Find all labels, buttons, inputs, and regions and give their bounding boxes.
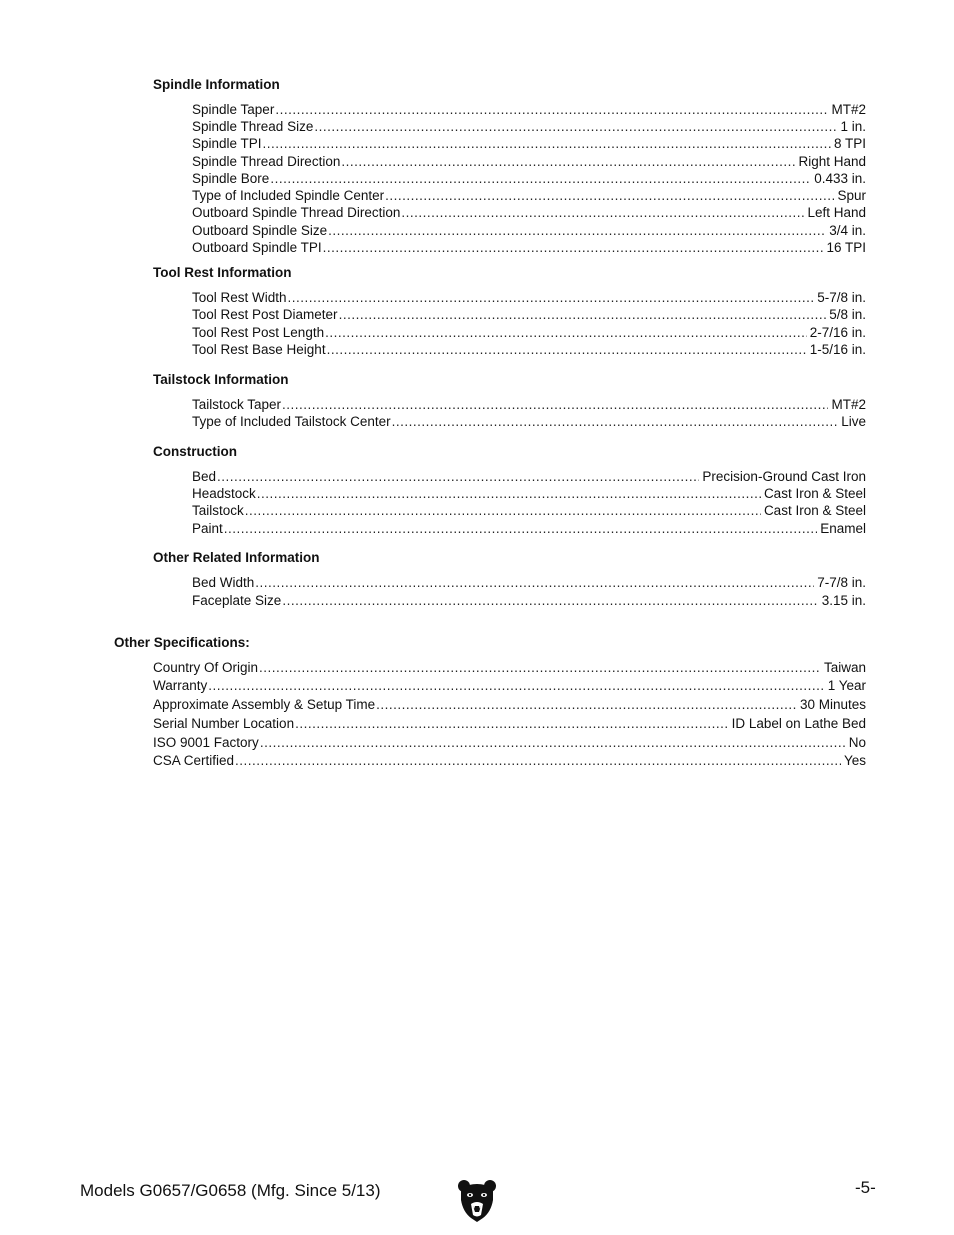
spec-value: Yes	[843, 753, 866, 768]
spec-label: Bed Width	[192, 575, 255, 590]
spec-value: 8 TPI	[833, 136, 866, 151]
spec-row	[192, 413, 866, 430]
spec-value: 5/8 in.	[829, 307, 866, 322]
dot-leader	[282, 396, 828, 413]
spec-value: Enamel	[820, 521, 866, 536]
spec-value: 1-5/16 in.	[809, 342, 866, 357]
spec-label: Warranty	[153, 678, 208, 693]
dot-leader	[260, 734, 846, 751]
spec-label: Tool Rest Post Diameter	[192, 307, 338, 322]
dot-leader	[224, 520, 817, 537]
spec-row	[192, 239, 866, 256]
dot-leader	[288, 289, 815, 306]
spec-value: Precision-Ground Cast Iron	[702, 469, 866, 484]
spec-label: Tool Rest Width	[192, 290, 287, 305]
spec-row	[192, 396, 866, 413]
spec-value: Taiwan	[823, 660, 866, 675]
spec-value: 5-7/8 in.	[817, 290, 866, 305]
spec-row	[192, 485, 866, 502]
spec-row	[192, 135, 866, 152]
spec-label: Tool Rest Post Length	[192, 325, 325, 340]
dot-leader	[208, 677, 824, 694]
spec-value: MT#2	[831, 102, 866, 117]
spec-label: Serial Number Location	[153, 716, 295, 731]
spec-value: 1 in.	[840, 119, 866, 134]
dot-leader	[376, 696, 797, 713]
spec-row	[192, 289, 866, 306]
dot-leader	[325, 324, 807, 341]
spec-row	[192, 502, 866, 519]
spec-label: Tailstock Taper	[192, 397, 282, 412]
dot-leader	[341, 153, 795, 170]
spec-label: Approximate Assembly & Setup Time	[153, 697, 376, 712]
spec-row	[192, 520, 866, 537]
spec-value: Cast Iron & Steel	[763, 503, 866, 518]
spec-row	[192, 222, 866, 239]
dot-leader	[327, 341, 807, 358]
section-heading-tailstock: Tailstock Information	[153, 372, 289, 387]
dot-leader	[235, 752, 841, 769]
dot-leader	[259, 659, 821, 676]
footer-models: Models G0657/G0658 (Mfg. Since 5/13)	[80, 1181, 381, 1200]
spec-row	[192, 468, 866, 485]
spec-value: 1 Year	[827, 678, 866, 693]
spec-label: Country Of Origin	[153, 660, 259, 675]
dot-leader	[385, 187, 834, 204]
dot-leader	[401, 204, 804, 221]
dot-leader	[323, 239, 824, 256]
dot-leader	[255, 574, 814, 591]
dot-leader	[314, 118, 837, 135]
spec-row	[192, 204, 866, 221]
spec-value: Right Hand	[798, 154, 866, 169]
spec-value: ID Label on Lathe Bed	[731, 716, 866, 731]
dot-leader	[392, 413, 839, 430]
spec-row	[192, 574, 866, 591]
section-heading-other-related: Other Related Information	[153, 550, 320, 565]
spec-row	[192, 324, 866, 341]
section-heading-construction: Construction	[153, 444, 237, 459]
spec-row	[153, 677, 866, 694]
dot-leader	[275, 101, 828, 118]
spec-value: Spur	[837, 188, 866, 203]
dot-leader	[339, 306, 827, 323]
spec-row	[192, 153, 866, 170]
spec-row	[153, 696, 866, 713]
section-heading-other-specifications: Other Specifications:	[114, 635, 250, 650]
spec-label: Spindle Thread Direction	[192, 154, 341, 169]
spec-label: Headstock	[192, 486, 256, 501]
spec-value: 2-7/16 in.	[809, 325, 866, 340]
spec-row	[192, 341, 866, 358]
spec-row	[153, 659, 866, 676]
spec-value: No	[848, 735, 866, 750]
spec-label: Tool Rest Base Height	[192, 342, 326, 357]
spec-row	[192, 101, 866, 118]
spec-label: ISO 9001 Factory	[153, 735, 259, 750]
spec-label: Tailstock	[192, 503, 244, 518]
spec-row	[192, 170, 866, 187]
spec-value: Live	[841, 414, 866, 429]
section-heading-spindle: Spindle Information	[153, 77, 280, 92]
spec-label: Spindle TPI	[192, 136, 262, 151]
spec-label: Bed	[192, 469, 217, 484]
spec-value: Cast Iron & Steel	[763, 486, 866, 501]
spec-row	[153, 734, 866, 751]
spec-value: 3.15 in.	[821, 593, 866, 608]
spec-label: Spindle Bore	[192, 171, 270, 186]
spec-row	[192, 306, 866, 323]
spec-value: 16 TPI	[826, 240, 866, 255]
dot-leader	[295, 715, 729, 732]
dot-leader	[328, 222, 826, 239]
spec-label: Faceplate Size	[192, 593, 282, 608]
spec-row	[192, 118, 866, 135]
dot-leader	[217, 468, 699, 485]
spec-row	[153, 752, 866, 769]
dot-leader	[270, 170, 811, 187]
grizzly-bear-head-icon	[457, 1178, 497, 1222]
spec-label: Paint	[192, 521, 223, 536]
section-heading-tool-rest: Tool Rest Information	[153, 265, 292, 280]
spec-label: Type of Included Tailstock Center	[192, 414, 391, 429]
spec-row	[192, 592, 866, 609]
spec-label: Outboard Spindle Thread Direction	[192, 205, 401, 220]
page-number: -5-	[855, 1178, 876, 1197]
spec-label: Outboard Spindle Size	[192, 223, 328, 238]
spec-label: Spindle Thread Size	[192, 119, 314, 134]
spec-label: Outboard Spindle TPI	[192, 240, 322, 255]
spec-value: 0.433 in.	[814, 171, 866, 186]
spec-value: Left Hand	[807, 205, 866, 220]
spec-value: MT#2	[831, 397, 866, 412]
spec-row	[192, 187, 866, 204]
dot-leader	[245, 502, 761, 519]
spec-value: 7-7/8 in.	[817, 575, 866, 590]
spec-value: 30 Minutes	[799, 697, 866, 712]
dot-leader	[282, 592, 818, 609]
spec-label: Type of Included Spindle Center	[192, 188, 385, 203]
spec-row	[153, 715, 866, 732]
spec-value: 3/4 in.	[829, 223, 866, 238]
dot-leader	[257, 485, 761, 502]
spec-label: Spindle Taper	[192, 102, 275, 117]
spec-label: CSA Certified	[153, 753, 235, 768]
dot-leader	[263, 135, 831, 152]
